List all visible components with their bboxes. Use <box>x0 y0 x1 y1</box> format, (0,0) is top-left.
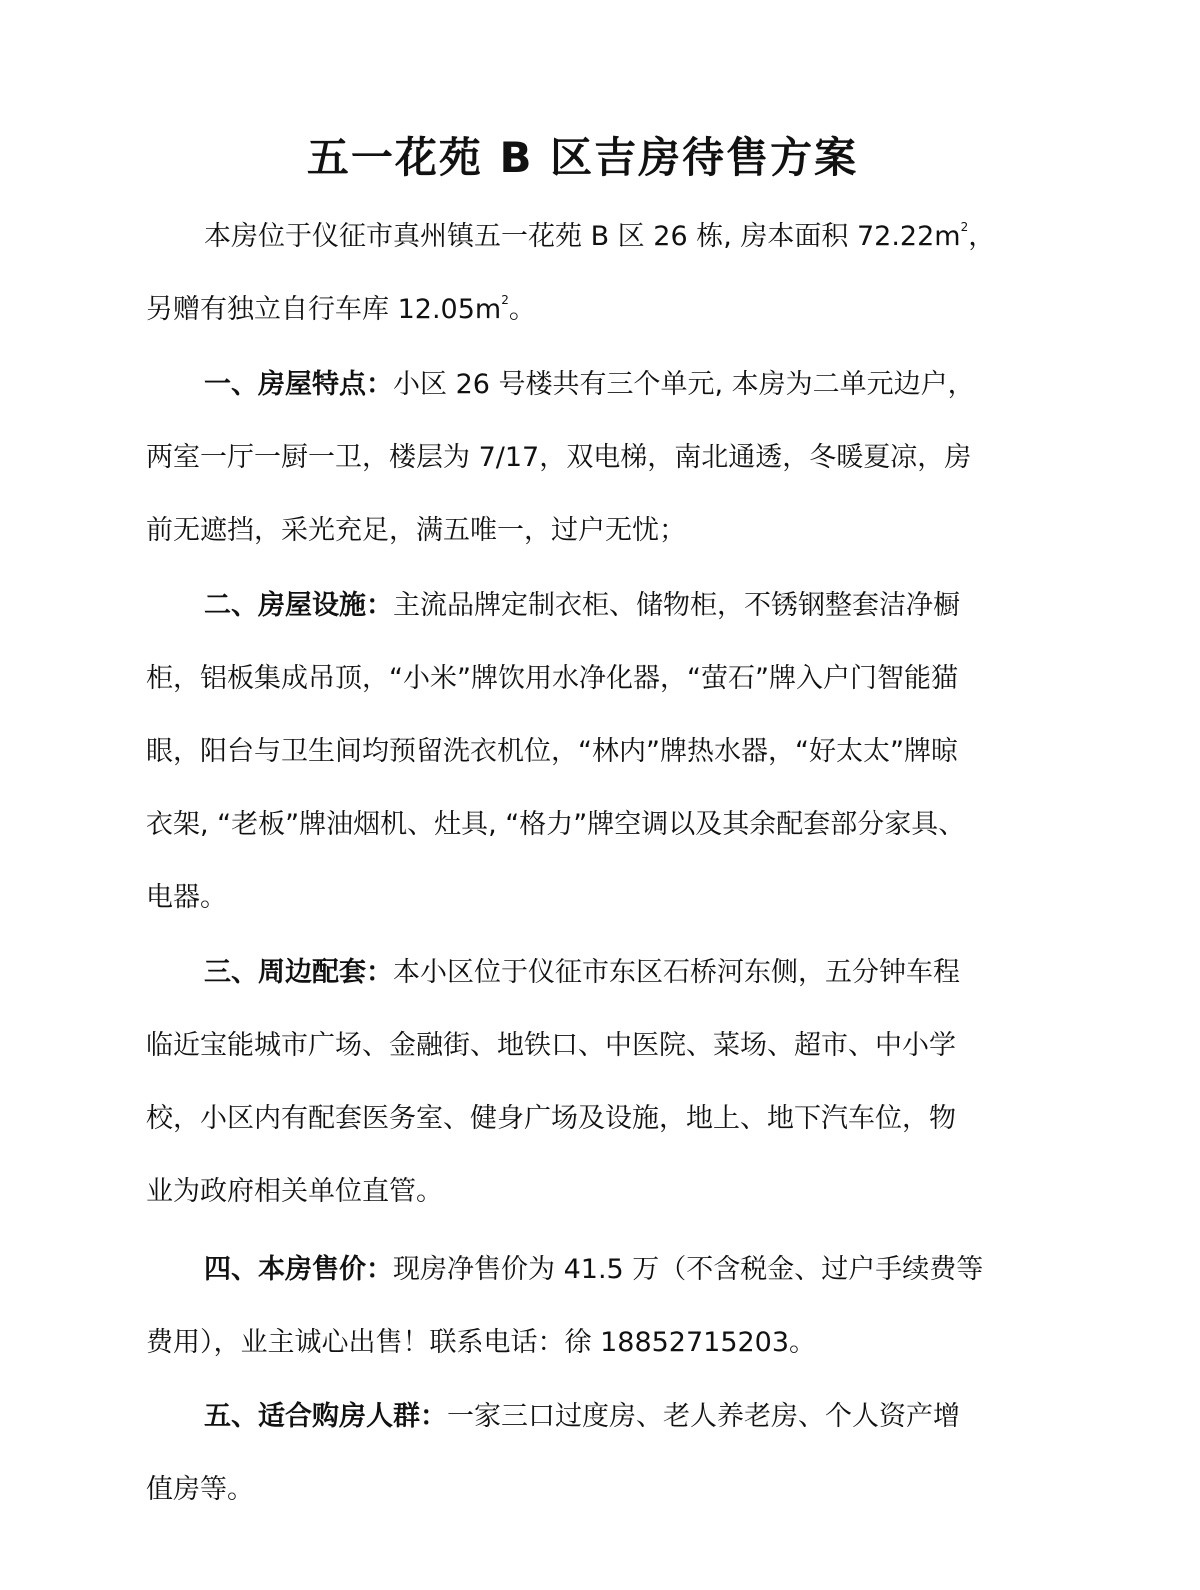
section-line <box>146 348 1022 421</box>
intro-line-2 <box>146 273 1022 346</box>
section-line <box>146 1380 1022 1453</box>
section-heading: 三、周边配套： <box>204 957 393 988</box>
section-heading: 四、本房售价： <box>204 1254 393 1285</box>
section-line: 业为政府相关单位直管。 <box>146 1176 443 1207</box>
section-price <box>146 1233 1022 1379</box>
section-text: 现房净售价为 41.5 万（不含税金、过户手续费等 <box>393 1254 984 1285</box>
intro-line-1-tail: ， <box>968 221 996 252</box>
intro-line-2-tail: 。 <box>508 294 536 325</box>
section-text: 一家三口过度房、老人养老房、个人资产增 <box>447 1401 960 1432</box>
section-line <box>146 569 1022 642</box>
section-line: 临近宝能城市广场、金融街、地铁口、中医院、菜场、超市、中小学 <box>146 1030 956 1061</box>
page-title: 五一花苑 B 区吉房待售方案 <box>306 133 859 182</box>
section-line: 两室一厅一厨一卫，楼层为 7/17，双电梯，南北通透，冬暖夏凉，房 <box>146 442 972 473</box>
section-line: 衣架, “老板”牌油烟机、灶具, “格力”牌空调以及其余配套部分家具、 <box>146 809 966 840</box>
area-unit-superscript: 2 <box>501 293 509 307</box>
intro-line-1 <box>146 200 1022 273</box>
section-heading: 一、房屋特点： <box>204 369 393 400</box>
section-line: 电器。 <box>146 882 227 913</box>
intro-line-1-text: 本房位于仪征市真州镇五一花苑 B 区 26 栋, 房本面积 72.22m <box>204 221 961 252</box>
section-house-facilities <box>146 569 1022 934</box>
section-target-buyers <box>146 1380 1022 1526</box>
section-text: 小区 26 号楼共有三个单元, 本房为二单元边户， <box>393 369 975 400</box>
section-line: 费用），业主诚心出售！联系电话：徐 18852715203。 <box>146 1327 817 1358</box>
section-line: 前无遮挡，采光充足，满五唯一，过户无忧； <box>146 515 686 546</box>
section-line: 值房等。 <box>146 1474 254 1505</box>
section-heading: 二、房屋设施： <box>204 590 393 621</box>
section-surroundings <box>146 936 1022 1228</box>
section-line: 校，小区内有配套医务室、健身广场及设施，地上、地下汽车位，物 <box>146 1103 956 1134</box>
section-heading: 五、适合购房人群： <box>204 1401 447 1432</box>
section-line: 眼，阳台与卫生间均预留洗衣机位，“林内”牌热水器，“好太太”牌晾 <box>146 736 958 767</box>
section-text: 本小区位于仪征市东区石桥河东侧，五分钟车程 <box>393 957 960 988</box>
section-line <box>146 936 1022 1009</box>
section-text: 主流品牌定制衣柜、储物柜，不锈钢整套洁净橱 <box>393 590 960 621</box>
section-line: 柜，铝板集成吊顶，“小米”牌饮用水净化器，“萤石”牌入户门智能猫 <box>146 663 958 694</box>
intro-paragraph <box>146 200 1022 346</box>
intro-line-2-text: 另赠有独立自行车库 12.05m <box>146 294 502 325</box>
section-house-features <box>146 348 1022 567</box>
section-line <box>146 1233 1022 1306</box>
area-unit-superscript: 2 <box>960 220 969 234</box>
